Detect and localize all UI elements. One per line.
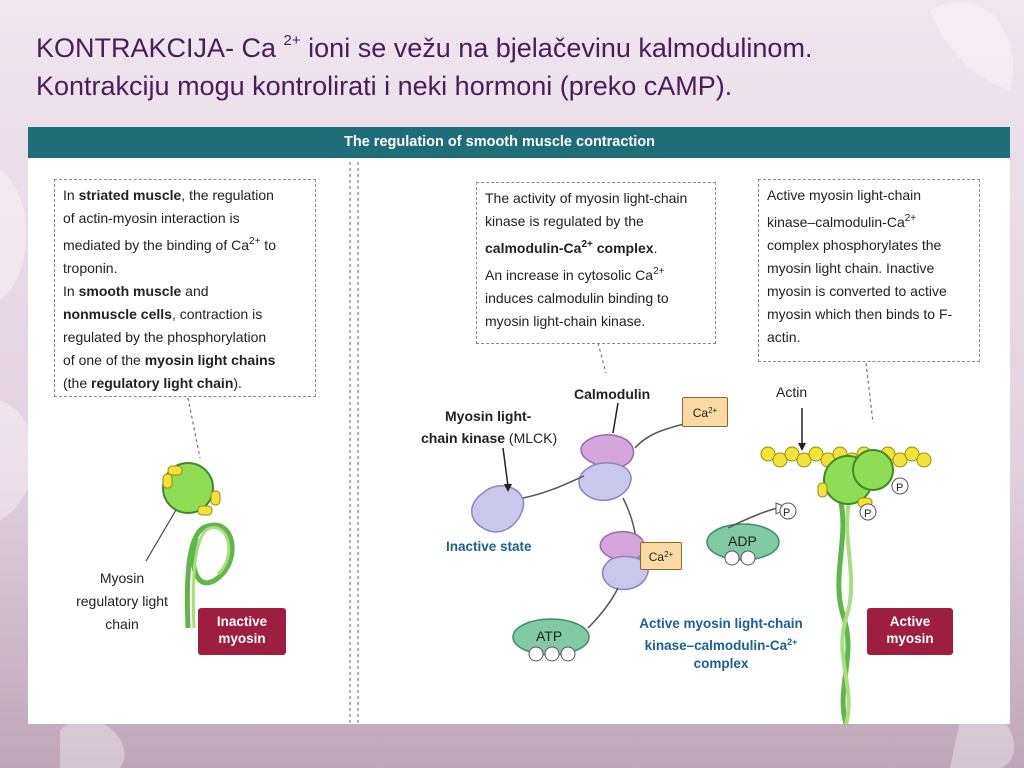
regulation-figure <box>28 127 1010 724</box>
mlck-pointer <box>503 448 508 486</box>
inactive-myosin-badge: Inactive myosin <box>198 608 286 655</box>
arrow-ca-to-calmodulin <box>635 423 688 448</box>
active-myosin-molecule <box>818 450 908 724</box>
phosphate-label-right-1: P <box>896 482 904 494</box>
mid-callout-pointer <box>598 343 606 373</box>
active-myosin-badge: Active myosin <box>867 608 953 655</box>
regulatory-chain-pointer <box>146 510 176 561</box>
active-myosin-head-2 <box>853 450 893 490</box>
regulatory-light-chain <box>163 474 172 488</box>
adp-label: ADP <box>728 533 757 549</box>
kinase-shape-top <box>579 463 631 500</box>
inactive-state-label: Inactive state <box>446 539 532 554</box>
phosphate-label-right-2: P <box>864 508 872 520</box>
middle-callout: The activity of myosin light-chain kinase is regulated by the calmodulin-$Ca^{2+}$ complex. An increase in cytosolic $Ca^{2+}$ induces calmodulin binding to myosin light-chain kinase. <box>476 182 716 344</box>
myosin-regulatory-label: Myosin regulatory light chain <box>76 570 168 632</box>
title-line-2: Kontrakciju mogu kontrolirati i neki hormoni (preko cAMP). <box>36 71 733 101</box>
left-callout: In striated muscle, the regulation of actin-myosin interaction is mediated by the binding of $Ca^{2+}$ to troponin. In smooth muscle and nonmuscle cells, contraction is regulated by the phosphorylation of one of the myosin light chains (the regulatory light chain). <box>54 179 316 397</box>
atp-label: ATP <box>536 628 563 644</box>
inactive-kinase <box>472 486 524 532</box>
left-callout-pointer <box>188 398 200 458</box>
right-callout-pointer <box>866 363 873 423</box>
title-line-1: KONTRAKCIJA- Ca $^{2+}$ ioni se vežu na bjelačevinu kalmodulinom. <box>36 32 813 63</box>
arrow-atp-to-complex <box>588 588 618 628</box>
ca-box-bottom: $Ca^{2+}$ <box>640 542 682 570</box>
figure-header: The regulation of smooth muscle contraction <box>28 127 1010 158</box>
ca-box-top: $Ca^{2+}$ <box>682 397 728 427</box>
calmodulin-label: Calmodulin <box>574 386 651 402</box>
slide-title <box>36 22 996 105</box>
calmodulin-pointer <box>613 403 618 433</box>
right-callout: Active myosin light-chain kinase–$calmodulin-Ca^{2+}$ complex phosphorylates the myosin light chain. Inactive myosin is converted to active myosin which then binds to F- actin. <box>758 179 980 362</box>
actin-label: Actin <box>776 384 808 400</box>
active-complex-label: Active myosin light-chain kinase–$calmodulin-Ca^{2+}$ complex <box>639 616 803 671</box>
mlck-label: Myosin light- chain kinase (MLCK) <box>421 408 558 446</box>
phosphate-label-mid: P <box>783 507 791 519</box>
arrow-kinase-to-complex <box>523 476 584 498</box>
